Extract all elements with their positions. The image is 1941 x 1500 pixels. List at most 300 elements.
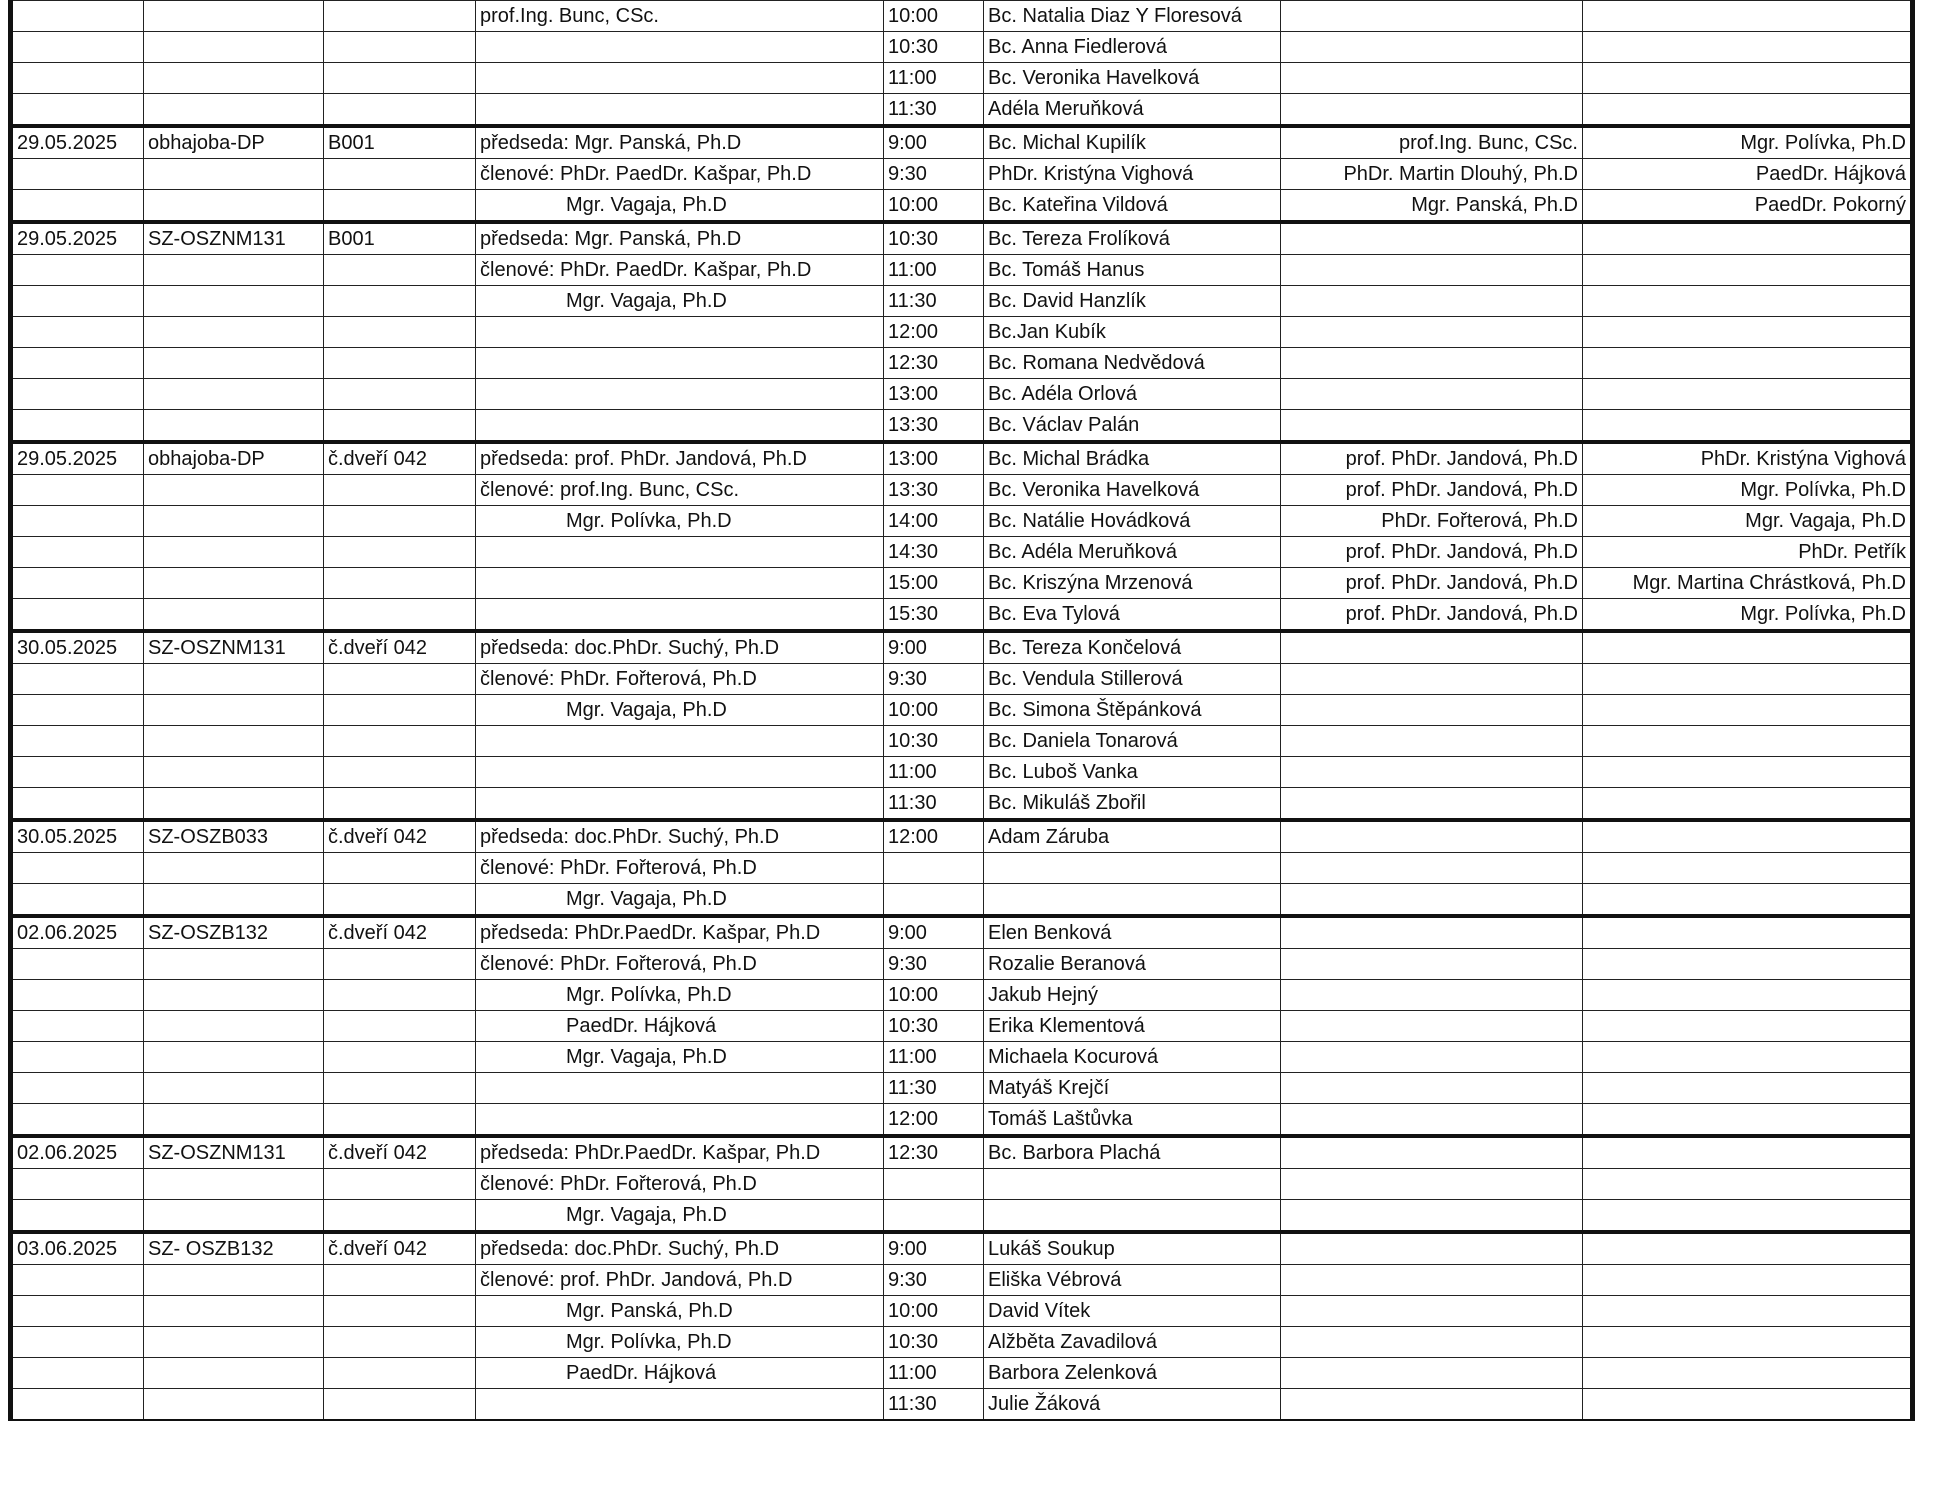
cell-committee: členové: PhDr. Fořterová, Ph.D [476,853,884,884]
cell-time: 10:30 [884,726,984,757]
table-row [11,126,1913,159]
cell-opponent [1583,1389,1913,1421]
cell-room [324,664,476,695]
cell-date [11,159,144,190]
cell-opponent [1583,1136,1913,1169]
cell-type [144,980,324,1011]
cell-date [11,63,144,94]
cell-committee: členové: PhDr. Fořterová, Ph.D [476,1169,884,1200]
table-row [11,757,1913,788]
cell-student: Bc. Natálie Hovádková [984,506,1281,537]
cell-type [144,255,324,286]
cell-type: SZ-OSZNM131 [144,1136,324,1169]
cell-time: 9:30 [884,1265,984,1296]
cell-supervisor: prof. PhDr. Jandová, Ph.D [1281,475,1583,506]
cell-supervisor [1281,1,1583,32]
cell-opponent [1583,1358,1913,1389]
cell-opponent: PaedDr. Pokorný [1583,190,1913,223]
cell-type [144,1042,324,1073]
table-row [11,537,1913,568]
cell-student: Bc. Michal Kupilík [984,126,1281,159]
table-row [11,255,1913,286]
cell-opponent [1583,1042,1913,1073]
cell-opponent [1583,1327,1913,1358]
cell-time: 11:00 [884,757,984,788]
table-row [11,1104,1913,1137]
cell-student: Bc. Veronika Havelková [984,475,1281,506]
cell-committee: Mgr. Vagaja, Ph.D [476,1042,884,1073]
cell-committee [476,317,884,348]
cell-supervisor [1281,820,1583,853]
table-row [11,1296,1913,1327]
cell-time: 10:30 [884,222,984,255]
cell-student: Bc. Natalia Diaz Y Floresová [984,1,1281,32]
cell-time: 11:30 [884,286,984,317]
cell-type [144,190,324,223]
cell-committee: předseda: doc.PhDr. Suchý, Ph.D [476,1232,884,1265]
cell-type [144,94,324,127]
cell-time: 10:30 [884,1011,984,1042]
cell-date [11,32,144,63]
cell-room [324,726,476,757]
cell-room [324,506,476,537]
cell-opponent [1583,1232,1913,1265]
table-row [11,695,1913,726]
cell-student: Bc. Adéla Orlová [984,379,1281,410]
cell-time: 9:00 [884,631,984,664]
cell-supervisor [1281,884,1583,917]
table-row [11,63,1913,94]
cell-opponent [1583,1169,1913,1200]
cell-supervisor: PhDr. Fořterová, Ph.D [1281,506,1583,537]
cell-supervisor [1281,410,1583,443]
cell-time: 10:30 [884,1327,984,1358]
table-row [11,475,1913,506]
cell-type [144,853,324,884]
cell-opponent [1583,379,1913,410]
cell-room [324,475,476,506]
cell-student: Lukáš Soukup [984,1232,1281,1265]
cell-room [324,255,476,286]
cell-room [324,1296,476,1327]
cell-committee: členové: PhDr. PaedDr. Kašpar, Ph.D [476,159,884,190]
table-row [11,94,1913,127]
cell-room [324,317,476,348]
table-row [11,1,1913,32]
cell-student: Bc. Tereza Frolíková [984,222,1281,255]
cell-room [324,537,476,568]
cell-time [884,884,984,917]
cell-opponent: PaedDr. Hájková [1583,159,1913,190]
cell-type [144,1358,324,1389]
table-row [11,1358,1913,1389]
table-row [11,949,1913,980]
cell-student: Bc. Mikuláš Zbořil [984,788,1281,821]
cell-time: 11:30 [884,94,984,127]
cell-type [144,410,324,443]
cell-student: Bc. Michal Brádka [984,442,1281,475]
cell-date [11,1389,144,1421]
cell-date [11,788,144,821]
table-row [11,190,1913,223]
cell-type [144,949,324,980]
table-row [11,1042,1913,1073]
cell-date [11,949,144,980]
cell-opponent [1583,286,1913,317]
cell-date [11,1296,144,1327]
cell-date [11,255,144,286]
cell-type [144,788,324,821]
cell-date [11,884,144,917]
cell-supervisor [1281,726,1583,757]
table-row [11,1327,1913,1358]
cell-committee [476,94,884,127]
cell-supervisor [1281,664,1583,695]
cell-student: Bc. Luboš Vanka [984,757,1281,788]
cell-time: 10:00 [884,1,984,32]
cell-time: 10:00 [884,190,984,223]
cell-committee: Mgr. Vagaja, Ph.D [476,884,884,917]
cell-opponent [1583,980,1913,1011]
cell-room [324,695,476,726]
cell-time: 11:00 [884,63,984,94]
cell-room [324,980,476,1011]
cell-date [11,568,144,599]
cell-student: Bc. Tereza Končelová [984,631,1281,664]
cell-student: David Vítek [984,1296,1281,1327]
cell-student [984,884,1281,917]
cell-date [11,695,144,726]
cell-student: Michaela Kocurová [984,1042,1281,1073]
cell-student: Julie Žáková [984,1389,1281,1421]
cell-time: 15:00 [884,568,984,599]
table-row [11,410,1913,443]
cell-supervisor [1281,32,1583,63]
cell-time: 10:00 [884,1296,984,1327]
cell-student [984,1200,1281,1233]
cell-opponent [1583,664,1913,695]
cell-date [11,726,144,757]
cell-opponent [1583,788,1913,821]
table-row [11,1073,1913,1104]
cell-committee [476,537,884,568]
cell-committee [476,599,884,632]
cell-date [11,853,144,884]
cell-student: Bc. Tomáš Hanus [984,255,1281,286]
cell-type [144,1073,324,1104]
cell-type [144,664,324,695]
cell-committee: Mgr. Vagaja, Ph.D [476,695,884,726]
cell-student: Adéla Meruňková [984,94,1281,127]
table-row [11,32,1913,63]
cell-time: 9:30 [884,949,984,980]
cell-time: 10:00 [884,980,984,1011]
cell-type: SZ- OSZB132 [144,1232,324,1265]
cell-committee: předseda: PhDr.PaedDr. Kašpar, Ph.D [476,1136,884,1169]
cell-type [144,63,324,94]
cell-room [324,1265,476,1296]
cell-committee: Mgr. Vagaja, Ph.D [476,286,884,317]
cell-opponent [1583,1265,1913,1296]
table-row [11,1200,1913,1233]
cell-supervisor [1281,1073,1583,1104]
table-row [11,506,1913,537]
cell-opponent: Mgr. Polívka, Ph.D [1583,475,1913,506]
cell-room [324,1327,476,1358]
table-row [11,568,1913,599]
cell-room [324,1104,476,1137]
cell-committee [476,1389,884,1421]
cell-supervisor [1281,916,1583,949]
cell-supervisor: prof.Ing. Bunc, CSc. [1281,126,1583,159]
cell-date [11,1200,144,1233]
cell-supervisor [1281,949,1583,980]
cell-room: č.dveří 042 [324,820,476,853]
cell-committee: Mgr. Vagaja, Ph.D [476,1200,884,1233]
cell-supervisor [1281,317,1583,348]
table-row [11,884,1913,917]
cell-time: 11:30 [884,788,984,821]
cell-time: 9:00 [884,1232,984,1265]
cell-date [11,1358,144,1389]
table-row [11,159,1913,190]
table-row [11,664,1913,695]
cell-type [144,1169,324,1200]
cell-supervisor [1281,1232,1583,1265]
cell-type [144,1389,324,1421]
cell-opponent [1583,820,1913,853]
cell-student: Tomáš Laštůvka [984,1104,1281,1137]
cell-committee: Mgr. Panská, Ph.D [476,1296,884,1327]
cell-date: 30.05.2025 [11,631,144,664]
cell-date [11,757,144,788]
cell-type [144,317,324,348]
cell-supervisor [1281,1042,1583,1073]
cell-committee: Mgr. Polívka, Ph.D [476,1327,884,1358]
cell-time: 13:00 [884,442,984,475]
schedule-table [8,0,1915,1421]
cell-room [324,32,476,63]
cell-time: 13:00 [884,379,984,410]
cell-type: SZ-OSZNM131 [144,631,324,664]
cell-opponent [1583,949,1913,980]
cell-type [144,475,324,506]
cell-committee [476,379,884,410]
cell-student [984,853,1281,884]
cell-supervisor [1281,348,1583,379]
cell-date [11,1104,144,1137]
cell-committee [476,63,884,94]
cell-supervisor [1281,1136,1583,1169]
cell-time: 14:00 [884,506,984,537]
cell-committee: Mgr. Polívka, Ph.D [476,980,884,1011]
cell-student: Bc. Barbora Plachá [984,1136,1281,1169]
table-row [11,599,1913,632]
cell-opponent [1583,32,1913,63]
cell-supervisor [1281,1389,1583,1421]
cell-opponent [1583,726,1913,757]
cell-time: 15:30 [884,599,984,632]
cell-student: Jakub Hejný [984,980,1281,1011]
cell-time [884,853,984,884]
cell-date [11,980,144,1011]
table-row [11,631,1913,664]
cell-student: Bc. Romana Nedvědová [984,348,1281,379]
cell-committee: PaedDr. Hájková [476,1358,884,1389]
cell-supervisor [1281,631,1583,664]
cell-committee: členové: PhDr. Fořterová, Ph.D [476,949,884,980]
cell-student: Bc. Kateřina Vildová [984,190,1281,223]
cell-type: SZ-OSZNM131 [144,222,324,255]
cell-date: 29.05.2025 [11,442,144,475]
cell-type [144,1265,324,1296]
table-row [11,286,1913,317]
cell-opponent [1583,348,1913,379]
cell-type [144,599,324,632]
cell-time: 11:30 [884,1073,984,1104]
cell-date [11,190,144,223]
cell-room [324,159,476,190]
cell-opponent [1583,1073,1913,1104]
cell-type [144,695,324,726]
cell-date [11,599,144,632]
cell-opponent [1583,1104,1913,1137]
cell-time: 12:00 [884,820,984,853]
cell-date: 29.05.2025 [11,222,144,255]
cell-committee [476,410,884,443]
cell-type [144,1104,324,1137]
cell-room [324,1073,476,1104]
cell-type [144,537,324,568]
cell-opponent [1583,1011,1913,1042]
cell-room [324,1358,476,1389]
cell-time: 10:30 [884,32,984,63]
table-row [11,348,1913,379]
cell-student: Bc.Jan Kubík [984,317,1281,348]
cell-room [324,348,476,379]
cell-time: 9:00 [884,126,984,159]
cell-date [11,664,144,695]
cell-time: 14:30 [884,537,984,568]
cell-opponent [1583,631,1913,664]
cell-opponent [1583,757,1913,788]
cell-time: 9:00 [884,916,984,949]
cell-time: 12:00 [884,1104,984,1137]
cell-opponent [1583,317,1913,348]
cell-supervisor: prof. PhDr. Jandová, Ph.D [1281,568,1583,599]
cell-committee [476,568,884,599]
cell-supervisor [1281,980,1583,1011]
cell-type [144,32,324,63]
cell-student: PhDr. Kristýna Vighová [984,159,1281,190]
table-row [11,788,1913,821]
cell-opponent [1583,255,1913,286]
cell-supervisor [1281,94,1583,127]
cell-type [144,757,324,788]
cell-date [11,1,144,32]
cell-type [144,159,324,190]
table-row [11,442,1913,475]
cell-supervisor [1281,1104,1583,1137]
cell-room [324,884,476,917]
cell-room: č.dveří 042 [324,916,476,949]
cell-committee: předseda: PhDr.PaedDr. Kašpar, Ph.D [476,916,884,949]
cell-room: č.dveří 042 [324,1136,476,1169]
cell-time: 12:30 [884,348,984,379]
cell-committee [476,788,884,821]
cell-committee: předseda: prof. PhDr. Jandová, Ph.D [476,442,884,475]
cell-student: Bc. Adéla Meruňková [984,537,1281,568]
cell-committee [476,348,884,379]
cell-student: Bc. Daniela Tonarová [984,726,1281,757]
cell-supervisor [1281,255,1583,286]
cell-opponent [1583,1296,1913,1327]
cell-supervisor [1281,286,1583,317]
cell-opponent [1583,1200,1913,1233]
table-row [11,853,1913,884]
cell-committee [476,32,884,63]
cell-date [11,1011,144,1042]
cell-committee: členové: PhDr. PaedDr. Kašpar, Ph.D [476,255,884,286]
cell-opponent: PhDr. Kristýna Vighová [1583,442,1913,475]
cell-student: Bc. Anna Fiedlerová [984,32,1281,63]
cell-time: 9:30 [884,159,984,190]
table-row [11,1265,1913,1296]
cell-student: Bc. Veronika Havelková [984,63,1281,94]
cell-opponent [1583,916,1913,949]
cell-room [324,1011,476,1042]
cell-committee: předseda: doc.PhDr. Suchý, Ph.D [476,820,884,853]
cell-room [324,949,476,980]
cell-date [11,286,144,317]
cell-supervisor: Mgr. Panská, Ph.D [1281,190,1583,223]
cell-supervisor: prof. PhDr. Jandová, Ph.D [1281,442,1583,475]
cell-supervisor [1281,1011,1583,1042]
table-row [11,1232,1913,1265]
cell-opponent [1583,695,1913,726]
cell-student: Bc. Simona Štěpánková [984,695,1281,726]
cell-supervisor [1281,853,1583,884]
cell-student: Adam Záruba [984,820,1281,853]
cell-room [324,853,476,884]
cell-type [144,1200,324,1233]
cell-type [144,1327,324,1358]
cell-type [144,1296,324,1327]
cell-time: 13:30 [884,475,984,506]
cell-committee: členové: PhDr. Fořterová, Ph.D [476,664,884,695]
cell-room [324,410,476,443]
cell-committee [476,757,884,788]
cell-type [144,884,324,917]
cell-student: Bc. Václav Palán [984,410,1281,443]
cell-type [144,348,324,379]
cell-room: B001 [324,222,476,255]
cell-time [884,1169,984,1200]
cell-committee [476,726,884,757]
cell-time: 12:30 [884,1136,984,1169]
cell-opponent [1583,853,1913,884]
cell-opponent: Mgr. Vagaja, Ph.D [1583,506,1913,537]
cell-date [11,1327,144,1358]
cell-supervisor [1281,1358,1583,1389]
cell-type: SZ-OSZB033 [144,820,324,853]
cell-date [11,475,144,506]
cell-opponent [1583,94,1913,127]
cell-supervisor: prof. PhDr. Jandová, Ph.D [1281,599,1583,632]
cell-date: 30.05.2025 [11,820,144,853]
cell-date [11,317,144,348]
cell-time: 9:30 [884,664,984,695]
